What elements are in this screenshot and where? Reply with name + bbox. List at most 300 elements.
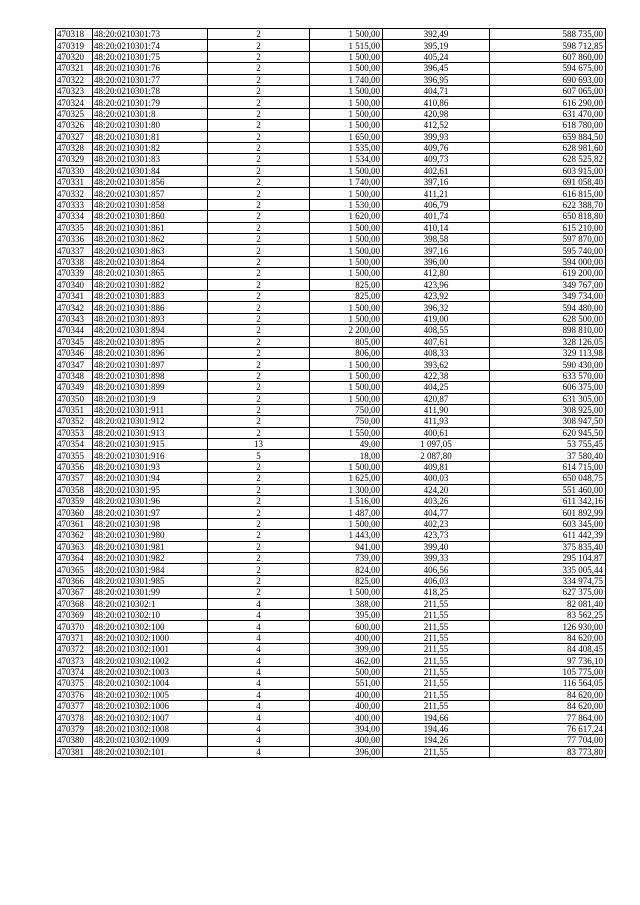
specific-value-cell: 423,73: [383, 530, 490, 541]
cadastral-number-cell: 48:20:0210302:1009: [93, 735, 208, 746]
specific-value-cell: 403,26: [383, 496, 490, 507]
cadastral-value-cell: 76 617,24: [490, 723, 606, 734]
area-cell: 1 500,00: [310, 359, 383, 370]
area-cell: 806,00: [310, 347, 383, 358]
table-row: [56, 222, 606, 233]
row-number-cell: 470346: [56, 347, 93, 358]
cadastral-value-cell: 628 500,00: [490, 313, 606, 324]
cadastral-value-cell: 328 126,05: [490, 336, 606, 347]
row-number-cell: 470347: [56, 359, 93, 370]
cadastral-number-cell: 48:20:0210302:10: [93, 609, 208, 620]
specific-value-cell: 400,03: [383, 473, 490, 484]
cadastral-value-cell: 329 113,98: [490, 347, 606, 358]
table-row: [56, 564, 606, 575]
cadastral-number-cell: 48:20:0210301:83: [93, 154, 208, 165]
cadastral-value-cell: 595 740,00: [490, 245, 606, 256]
category-code-cell: 4: [208, 666, 310, 677]
cadastral-number-cell: 48:20:0210301:898: [93, 370, 208, 381]
area-cell: 1 500,00: [310, 256, 383, 267]
cadastral-number-cell: 48:20:0210301:84: [93, 165, 208, 176]
specific-value-cell: 404,71: [383, 85, 490, 96]
cadastral-value-cell: 597 870,00: [490, 234, 606, 245]
area-cell: 1 530,00: [310, 199, 383, 210]
table-row: [56, 621, 606, 632]
area-cell: 1 500,00: [310, 393, 383, 404]
specific-value-cell: 409,73: [383, 154, 490, 165]
table-row: [56, 666, 606, 677]
cadastral-number-cell: 48:20:0210302:1000: [93, 632, 208, 643]
specific-value-cell: 211,55: [383, 609, 490, 620]
category-code-cell: 2: [208, 370, 310, 381]
row-number-cell: 470338: [56, 256, 93, 267]
cadastral-number-cell: 48:20:0210302:1004: [93, 678, 208, 689]
row-number-cell: 470333: [56, 199, 93, 210]
table-row: [56, 165, 606, 176]
area-cell: 1 500,00: [310, 268, 383, 279]
cadastral-value-cell: 633 570,00: [490, 370, 606, 381]
cadastral-number-cell: 48:20:0210301:916: [93, 450, 208, 461]
row-number-cell: 470326: [56, 120, 93, 131]
row-number-cell: 470349: [56, 382, 93, 393]
cadastral-number-cell: 48:20:0210301:896: [93, 347, 208, 358]
cadastral-number-cell: 48:20:0210301:893: [93, 313, 208, 324]
row-number-cell: 470361: [56, 518, 93, 529]
category-code-cell: 4: [208, 712, 310, 723]
area-cell: 400,00: [310, 735, 383, 746]
category-code-cell: 4: [208, 644, 310, 655]
area-cell: 1 500,00: [310, 461, 383, 472]
category-code-cell: 2: [208, 416, 310, 427]
cadastral-value-cell: 594 480,00: [490, 302, 606, 313]
category-code-cell: 4: [208, 632, 310, 643]
table-row: [56, 40, 606, 51]
row-number-cell: 470344: [56, 325, 93, 336]
area-cell: 750,00: [310, 404, 383, 415]
row-number-cell: 470351: [56, 404, 93, 415]
specific-value-cell: 409,81: [383, 461, 490, 472]
cadastral-value-cell: 614 715,00: [490, 461, 606, 472]
table-row: [56, 644, 606, 655]
cadastral-value-cell: 590 430,00: [490, 359, 606, 370]
specific-value-cell: 397,16: [383, 245, 490, 256]
category-code-cell: 2: [208, 51, 310, 62]
specific-value-cell: 392,49: [383, 29, 490, 40]
table-row: [56, 290, 606, 301]
row-number-cell: 470365: [56, 564, 93, 575]
table-row: [56, 609, 606, 620]
row-number-cell: 470321: [56, 63, 93, 74]
table-row: [56, 473, 606, 484]
specific-value-cell: 419,00: [383, 313, 490, 324]
area-cell: 500,00: [310, 666, 383, 677]
cadastral-value-table: [55, 28, 606, 758]
cadastral-value-cell: 607 065,00: [490, 85, 606, 96]
table-row: [56, 712, 606, 723]
row-number-cell: 470325: [56, 108, 93, 119]
category-code-cell: 13: [208, 439, 310, 450]
cadastral-number-cell: 48:20:0210301:78: [93, 85, 208, 96]
category-code-cell: 2: [208, 313, 310, 324]
cadastral-number-cell: 48:20:0210301:912: [93, 416, 208, 427]
cadastral-number-cell: 48:20:0210302:1005: [93, 689, 208, 700]
specific-value-cell: 406,03: [383, 575, 490, 586]
category-code-cell: 2: [208, 177, 310, 188]
row-number-cell: 470330: [56, 165, 93, 176]
cadastral-value-cell: 551 460,00: [490, 484, 606, 495]
cadastral-value-cell: 620 945,50: [490, 427, 606, 438]
area-cell: 825,00: [310, 279, 383, 290]
table-row: [56, 120, 606, 131]
table-body: [56, 29, 606, 758]
row-number-cell: 470345: [56, 336, 93, 347]
category-code-cell: 2: [208, 393, 310, 404]
cadastral-value-cell: 650 818,80: [490, 211, 606, 222]
cadastral-value-cell: 631 470,00: [490, 108, 606, 119]
row-number-cell: 470381: [56, 746, 93, 757]
category-code-cell: 4: [208, 678, 310, 689]
specific-value-cell: 194,66: [383, 712, 490, 723]
cadastral-value-cell: 97 736,10: [490, 655, 606, 666]
cadastral-number-cell: 48:20:0210302:101: [93, 746, 208, 757]
category-code-cell: 2: [208, 165, 310, 176]
category-code-cell: 2: [208, 575, 310, 586]
cadastral-value-cell: 83 562,25: [490, 609, 606, 620]
cadastral-value-cell: 77 864,00: [490, 712, 606, 723]
area-cell: 825,00: [310, 575, 383, 586]
specific-value-cell: 412,80: [383, 268, 490, 279]
category-code-cell: 2: [208, 188, 310, 199]
category-code-cell: 2: [208, 108, 310, 119]
category-code-cell: 2: [208, 245, 310, 256]
cadastral-number-cell: 48:20:0210301:80: [93, 120, 208, 131]
cadastral-value-cell: 594 000,00: [490, 256, 606, 267]
category-code-cell: 2: [208, 97, 310, 108]
area-cell: 1 500,00: [310, 518, 383, 529]
specific-value-cell: 408,33: [383, 347, 490, 358]
row-number-cell: 470371: [56, 632, 93, 643]
row-number-cell: 470355: [56, 450, 93, 461]
category-code-cell: 2: [208, 530, 310, 541]
cadastral-number-cell: 48:20:0210301:82: [93, 142, 208, 153]
row-number-cell: 470353: [56, 427, 93, 438]
specific-value-cell: 1 097,05: [383, 439, 490, 450]
cadastral-number-cell: 48:20:0210301:883: [93, 290, 208, 301]
row-number-cell: 470343: [56, 313, 93, 324]
row-number-cell: 470363: [56, 541, 93, 552]
table-row: [56, 632, 606, 643]
cadastral-value-cell: 349 734,00: [490, 290, 606, 301]
table-row: [56, 530, 606, 541]
cadastral-value-cell: 82 081,40: [490, 598, 606, 609]
area-cell: 2 200,00: [310, 325, 383, 336]
cadastral-number-cell: 48:20:0210301:899: [93, 382, 208, 393]
area-cell: 1 516,00: [310, 496, 383, 507]
specific-value-cell: 397,16: [383, 177, 490, 188]
category-code-cell: 2: [208, 461, 310, 472]
row-number-cell: 470340: [56, 279, 93, 290]
category-code-cell: 2: [208, 496, 310, 507]
cadastral-number-cell: 48:20:0210301:981: [93, 541, 208, 552]
cadastral-value-cell: 615 210,00: [490, 222, 606, 233]
specific-value-cell: 211,55: [383, 632, 490, 643]
specific-value-cell: 396,00: [383, 256, 490, 267]
category-code-cell: 4: [208, 701, 310, 712]
specific-value-cell: 211,55: [383, 666, 490, 677]
table-row: [56, 63, 606, 74]
category-code-cell: 2: [208, 518, 310, 529]
specific-value-cell: 402,61: [383, 165, 490, 176]
table-row: [56, 439, 606, 450]
specific-value-cell: 194,46: [383, 723, 490, 734]
specific-value-cell: 420,98: [383, 108, 490, 119]
row-number-cell: 470364: [56, 552, 93, 563]
cadastral-value-cell: 616 290,00: [490, 97, 606, 108]
cadastral-value-cell: 601 892,99: [490, 507, 606, 518]
category-code-cell: 2: [208, 325, 310, 336]
specific-value-cell: 408,55: [383, 325, 490, 336]
specific-value-cell: 410,86: [383, 97, 490, 108]
table-row: [56, 678, 606, 689]
cadastral-number-cell: 48:20:0210301:93: [93, 461, 208, 472]
area-cell: 1 500,00: [310, 108, 383, 119]
area-cell: 1 535,00: [310, 142, 383, 153]
cadastral-number-cell: 48:20:0210301:895: [93, 336, 208, 347]
area-cell: 600,00: [310, 621, 383, 632]
row-number-cell: 470324: [56, 97, 93, 108]
category-code-cell: 2: [208, 131, 310, 142]
cadastral-value-cell: 607 860,00: [490, 51, 606, 62]
area-cell: 1 500,00: [310, 63, 383, 74]
category-code-cell: 2: [208, 256, 310, 267]
category-code-cell: 2: [208, 290, 310, 301]
row-number-cell: 470377: [56, 701, 93, 712]
specific-value-cell: 399,33: [383, 552, 490, 563]
area-cell: 1 740,00: [310, 74, 383, 85]
table-row: [56, 746, 606, 757]
specific-value-cell: 399,93: [383, 131, 490, 142]
cadastral-value-cell: 628 981,60: [490, 142, 606, 153]
row-number-cell: 470367: [56, 587, 93, 598]
specific-value-cell: 406,56: [383, 564, 490, 575]
table-row: [56, 461, 606, 472]
specific-value-cell: 2 087,80: [383, 450, 490, 461]
category-code-cell: 2: [208, 40, 310, 51]
area-cell: 1 550,00: [310, 427, 383, 438]
area-cell: 395,00: [310, 609, 383, 620]
specific-value-cell: 423,92: [383, 290, 490, 301]
area-cell: 400,00: [310, 712, 383, 723]
table-row: [56, 393, 606, 404]
table-row: [56, 142, 606, 153]
category-code-cell: 2: [208, 222, 310, 233]
cadastral-number-cell: 48:20:0210301:913: [93, 427, 208, 438]
area-cell: 1 500,00: [310, 120, 383, 131]
category-code-cell: 2: [208, 199, 310, 210]
table-row: [56, 51, 606, 62]
specific-value-cell: 406,79: [383, 199, 490, 210]
table-row: [56, 85, 606, 96]
cadastral-value-cell: 588 735,00: [490, 29, 606, 40]
cadastral-number-cell: 48:20:0210302:1006: [93, 701, 208, 712]
cadastral-number-cell: 48:20:0210301:79: [93, 97, 208, 108]
table-row: [56, 450, 606, 461]
cadastral-value-cell: 335 005,44: [490, 564, 606, 575]
row-number-cell: 470374: [56, 666, 93, 677]
row-number-cell: 470373: [56, 655, 93, 666]
row-number-cell: 470375: [56, 678, 93, 689]
category-code-cell: 2: [208, 120, 310, 131]
category-code-cell: 2: [208, 279, 310, 290]
cadastral-number-cell: 48:20:0210301:865: [93, 268, 208, 279]
table-row: [56, 382, 606, 393]
cadastral-value-cell: 691 058,40: [490, 177, 606, 188]
category-code-cell: 2: [208, 552, 310, 563]
category-code-cell: 4: [208, 723, 310, 734]
cadastral-number-cell: 48:20:0210301:94: [93, 473, 208, 484]
cadastral-value-cell: 622 388,70: [490, 199, 606, 210]
cadastral-value-cell: 618 780,00: [490, 120, 606, 131]
table-row: [56, 347, 606, 358]
cadastral-number-cell: 48:20:0210301:980: [93, 530, 208, 541]
row-number-cell: 470359: [56, 496, 93, 507]
area-cell: 824,00: [310, 564, 383, 575]
cadastral-number-cell: 48:20:0210301:8: [93, 108, 208, 119]
table-row: [56, 359, 606, 370]
area-cell: 1 500,00: [310, 234, 383, 245]
row-number-cell: 470372: [56, 644, 93, 655]
area-cell: 551,00: [310, 678, 383, 689]
specific-value-cell: 422,38: [383, 370, 490, 381]
cadastral-number-cell: 48:20:0210302:1003: [93, 666, 208, 677]
specific-value-cell: 409,76: [383, 142, 490, 153]
category-code-cell: 2: [208, 507, 310, 518]
cadastral-value-cell: 84 620,00: [490, 701, 606, 712]
specific-value-cell: 411,93: [383, 416, 490, 427]
cadastral-number-cell: 48:20:0210302:1002: [93, 655, 208, 666]
specific-value-cell: 211,55: [383, 655, 490, 666]
table-row: [56, 689, 606, 700]
cadastral-number-cell: 48:20:0210301:982: [93, 552, 208, 563]
area-cell: 399,00: [310, 644, 383, 655]
table-row: [56, 29, 606, 40]
area-cell: 1 620,00: [310, 211, 383, 222]
table-row: [56, 416, 606, 427]
area-cell: 1 300,00: [310, 484, 383, 495]
cadastral-number-cell: 48:20:0210301:864: [93, 256, 208, 267]
row-number-cell: 470335: [56, 222, 93, 233]
table-row: [56, 507, 606, 518]
area-cell: 1 650,00: [310, 131, 383, 142]
table-row: [56, 74, 606, 85]
category-code-cell: 2: [208, 564, 310, 575]
specific-value-cell: 211,55: [383, 701, 490, 712]
specific-value-cell: 404,77: [383, 507, 490, 518]
cadastral-value-cell: 84 620,00: [490, 632, 606, 643]
area-cell: 1 740,00: [310, 177, 383, 188]
cadastral-value-cell: 598 712,85: [490, 40, 606, 51]
cadastral-value-cell: 84 620,00: [490, 689, 606, 700]
category-code-cell: 2: [208, 382, 310, 393]
cadastral-value-cell: 83 773,80: [490, 746, 606, 757]
table-row: [56, 325, 606, 336]
area-cell: 1 500,00: [310, 97, 383, 108]
cadastral-number-cell: 48:20:0210301:858: [93, 199, 208, 210]
cadastral-number-cell: 48:20:0210301:886: [93, 302, 208, 313]
category-code-cell: 2: [208, 484, 310, 495]
category-code-cell: 2: [208, 142, 310, 153]
row-number-cell: 470318: [56, 29, 93, 40]
category-code-cell: 2: [208, 29, 310, 40]
cadastral-value-cell: 611 342,16: [490, 496, 606, 507]
category-code-cell: 2: [208, 427, 310, 438]
row-number-cell: 470337: [56, 245, 93, 256]
cadastral-number-cell: 48:20:0210301:915: [93, 439, 208, 450]
table-row: [56, 541, 606, 552]
specific-value-cell: 405,24: [383, 51, 490, 62]
cadastral-number-cell: 48:20:0210302:100: [93, 621, 208, 632]
category-code-cell: 5: [208, 450, 310, 461]
cadastral-number-cell: 48:20:0210301:897: [93, 359, 208, 370]
row-number-cell: 470380: [56, 735, 93, 746]
specific-value-cell: 211,55: [383, 689, 490, 700]
table-row: [56, 484, 606, 495]
row-number-cell: 470329: [56, 154, 93, 165]
cadastral-number-cell: 48:20:0210301:894: [93, 325, 208, 336]
cadastral-number-cell: 48:20:0210301:984: [93, 564, 208, 575]
cadastral-value-cell: 631 305,00: [490, 393, 606, 404]
row-number-cell: 470342: [56, 302, 93, 313]
category-code-cell: 2: [208, 541, 310, 552]
cadastral-value-cell: 659 884,50: [490, 131, 606, 142]
specific-value-cell: 400,61: [383, 427, 490, 438]
table-row: [56, 199, 606, 210]
category-code-cell: 2: [208, 587, 310, 598]
cadastral-number-cell: 48:20:0210301:863: [93, 245, 208, 256]
row-number-cell: 470323: [56, 85, 93, 96]
area-cell: 1 500,00: [310, 587, 383, 598]
table-row: [56, 97, 606, 108]
area-cell: 1 515,00: [310, 40, 383, 51]
cadastral-value-cell: 611 442,39: [490, 530, 606, 541]
cadastral-number-cell: 48:20:0210301:911: [93, 404, 208, 415]
area-cell: 739,00: [310, 552, 383, 563]
cadastral-value-cell: 334 974,75: [490, 575, 606, 586]
area-cell: 394,00: [310, 723, 383, 734]
area-cell: 1 534,00: [310, 154, 383, 165]
area-cell: 1 500,00: [310, 370, 383, 381]
row-number-cell: 470339: [56, 268, 93, 279]
category-code-cell: 2: [208, 302, 310, 313]
cadastral-number-cell: 48:20:0210301:985: [93, 575, 208, 586]
row-number-cell: 470328: [56, 142, 93, 153]
area-cell: 1 500,00: [310, 222, 383, 233]
area-cell: 1 443,00: [310, 530, 383, 541]
area-cell: 1 500,00: [310, 302, 383, 313]
cadastral-number-cell: 48:20:0210301:862: [93, 234, 208, 245]
category-code-cell: 4: [208, 655, 310, 666]
specific-value-cell: 194,26: [383, 735, 490, 746]
cadastral-number-cell: 48:20:0210302:1008: [93, 723, 208, 734]
specific-value-cell: 211,55: [383, 678, 490, 689]
cadastral-number-cell: 48:20:0210301:98: [93, 518, 208, 529]
specific-value-cell: 411,21: [383, 188, 490, 199]
cadastral-number-cell: 48:20:0210302:1: [93, 598, 208, 609]
area-cell: 941,00: [310, 541, 383, 552]
cadastral-value-cell: 53 755,45: [490, 439, 606, 450]
area-cell: 1 625,00: [310, 473, 383, 484]
specific-value-cell: 402,23: [383, 518, 490, 529]
table-row: [56, 518, 606, 529]
